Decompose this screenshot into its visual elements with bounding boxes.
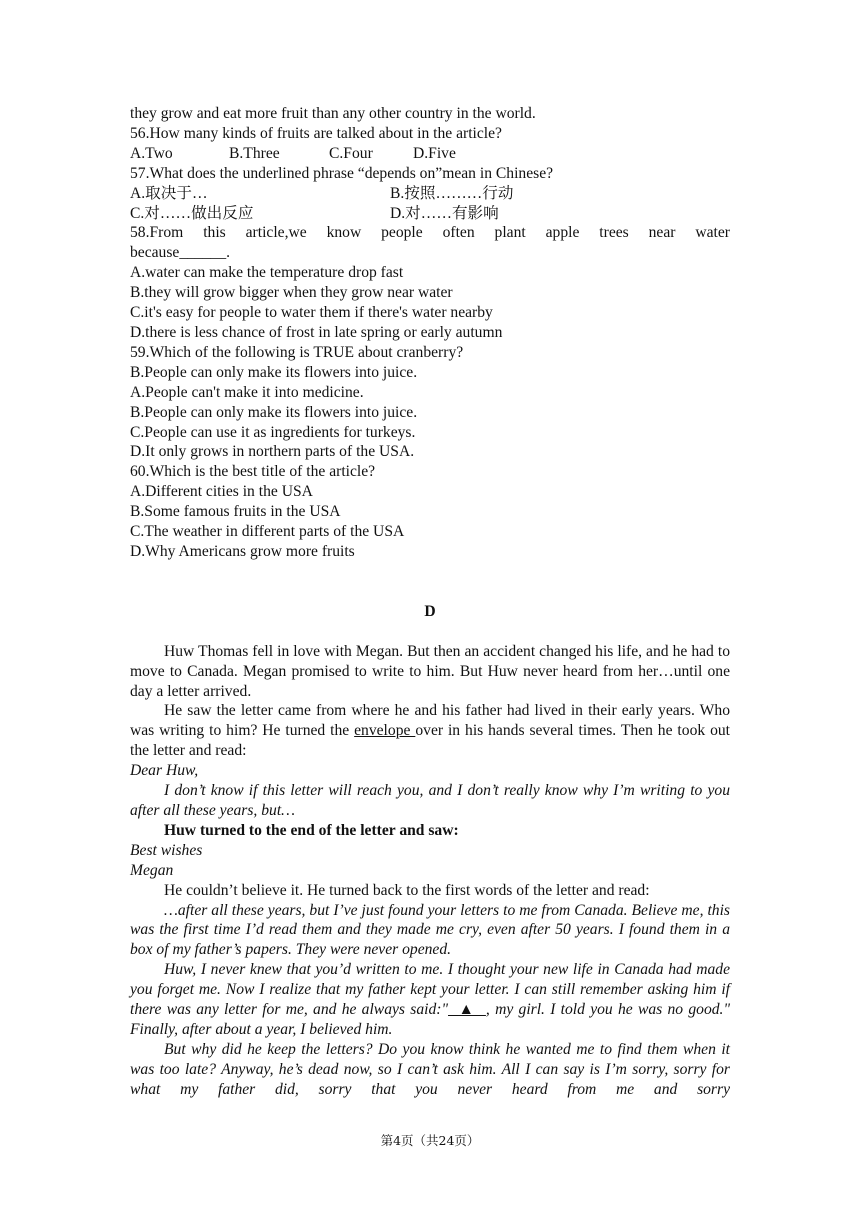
- q56-option-c: C.Four: [329, 144, 373, 162]
- q58-option-c: C.it's easy for people to water them if there's water nearby: [130, 304, 493, 322]
- q57-option-d: D.对……有影响: [390, 204, 499, 222]
- p7-text-after: , my girl. I told you he was no good." Finally, after about a year, I believed him.: [130, 1001, 731, 1038]
- page-footer: 第4页（共24页）: [380, 1133, 480, 1148]
- q57-options-row2: [130, 204, 730, 224]
- underlined-word-envelope: envelope: [354, 722, 416, 740]
- q60-option-a: A.Different cities in the USA: [130, 483, 313, 501]
- q59-extra-line: B.People can only make its flowers into juice.: [130, 363, 418, 381]
- q58-option-b: B.they will grow bigger when they grow near water: [130, 284, 453, 302]
- p2-text-before: He saw the letter came from where he and his father had lived in their early years. Who was writing to him? He turned the: [130, 702, 730, 740]
- document-page: [130, 104, 730, 1100]
- q58-stem-line1: 58.From this article,we know people often plant apple trees near water: [130, 224, 730, 242]
- letter-paragraph-3: But why did he keep the letters? Do you know think he wanted me to find them when it was too late? Anyway, he’s dead now, so I can’t ask him. All I can say is I’m sorry, sorry for what my father did, sorry that you never heard from me and sorry: [130, 1040, 730, 1098]
- letter-closing: Best wishes: [130, 841, 203, 859]
- answer-blank-marker: ▲: [448, 1001, 486, 1019]
- q58-stem-line2: because______.: [130, 244, 231, 262]
- q59-option-d: D.It only grows in northern parts of the USA.: [130, 443, 415, 461]
- intro-line: they grow and eat more fruit than any other country in the world.: [130, 105, 536, 122]
- passage-heading: D: [424, 602, 436, 620]
- q59-option-a: A.People can't make it into medicine.: [130, 383, 364, 401]
- passage-paragraph-2: [130, 701, 730, 761]
- q60-option-c: C.The weather in different parts of the USA: [130, 523, 405, 541]
- q56-option-a: A.Two: [130, 144, 173, 162]
- q59-stem: 59.Which of the following is TRUE about cranberry?: [130, 343, 464, 361]
- q60-stem: 60.Which is the best title of the article?: [130, 463, 376, 481]
- q57-stem: 57.What does the underlined phrase “depends on”mean in Chinese?: [130, 164, 554, 182]
- q60-option-d: D.Why Americans grow more fruits: [130, 542, 355, 560]
- passage-bold-line: Huw turned to the end of the letter and saw:: [164, 821, 459, 839]
- q57-option-b: B.按照………行动: [390, 184, 514, 202]
- p7-text-before: Huw, I never knew that you’d written to me. I thought your new life in Canada had made you forget me. Now I realize that my father kept your letter. I can still remember asking him if there was any letter for me, and he always said:": [130, 961, 730, 1019]
- q56-stem: 56.How many kinds of fruits are talked about in the article?: [130, 124, 502, 142]
- q56-option-d: D.Five: [413, 144, 456, 162]
- q59-option-b: B.People can only make its flowers into juice.: [130, 403, 418, 421]
- letter-opening: I don’t know if this letter will reach you, and I don’t really know why I’m writing to you after all these years, but…: [130, 782, 730, 819]
- q57-option-a: A.取决于…: [130, 184, 208, 202]
- q56-options: [130, 144, 730, 164]
- q56-option-b: B.Three: [229, 144, 280, 162]
- q59-option-c: C.People can use it as ingredients for turkeys.: [130, 423, 416, 441]
- q58-option-a: A.water can make the temperature drop fast: [130, 264, 404, 282]
- q58-option-d: D.there is less chance of frost in late spring or early autumn: [130, 323, 503, 341]
- letter-signature: Megan: [130, 861, 174, 879]
- q57-option-c: C.对……做出反应: [130, 204, 254, 222]
- letter-salutation: Dear Huw,: [130, 762, 199, 780]
- q57-options-row1: [130, 184, 730, 204]
- p2-text-after: over in his hands several times. Then he took out the letter and read:: [130, 722, 731, 760]
- letter-paragraph-2: [130, 960, 730, 1040]
- passage-paragraph-1: Huw Thomas fell in love with Megan. But then an accident changed his life, and he had to move to Canada. Megan promised to write to him. But Huw never heard from her…until one day a letter arrived.: [130, 642, 730, 700]
- letter-paragraph-1: …after all these years, but I’ve just found your letters to me from Canada. Believe me, this was the first time I’d read them and they made me cry, even after 50 years. I found them in a box of my father’s papers. They were never opened.: [130, 901, 730, 959]
- passage-paragraph-5: He couldn’t believe it. He turned back to the first words of the letter and read:: [164, 881, 650, 899]
- q60-option-b: B.Some famous fruits in the USA: [130, 503, 341, 521]
